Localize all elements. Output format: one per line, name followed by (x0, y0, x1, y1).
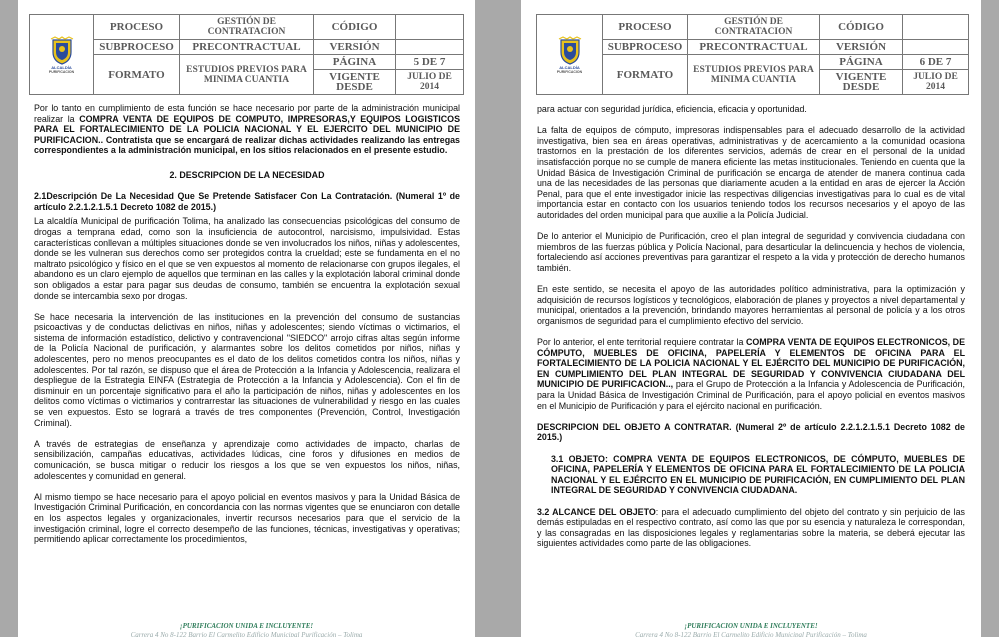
paragraph: A través de estrategias de enseñanza y aprendizaje como actividades de impacto, charlas de sensibilización, campañas educativas, actividades lúdicas, cine foros y difusiones en medios de comunicación, se busca mitigar o reducir los riesgos a los que se ven expuestos los niños, niñas, adolescentes y comunidad en general. (34, 438, 460, 481)
section-title: 2. DESCRIPCION DE LA NECESIDAD (169, 169, 325, 180)
proceso-label: PROCESO (94, 15, 180, 40)
page-number: 6 DE 7 (903, 55, 969, 70)
version-value (903, 40, 969, 55)
formato-value: ESTUDIOS PREVIOS PARA MINIMA CUANTIA (688, 55, 820, 95)
proceso-label: PROCESO (603, 15, 688, 40)
logo-text: ALCALDÍA (559, 64, 580, 70)
version-value (396, 40, 464, 55)
document-header-table (536, 14, 969, 95)
version-label: VERSIÓN (314, 40, 396, 55)
paragraph: Al mismo tiempo se hace necesario para el apoyo policial en eventos masivos y para la Unidad Básica de Investigación Criminal Purificación, en concordancia con las normas vigentes que se enunciaron con detalle en los aspectos legales y organizacionales, invertir recursos necesarios para que el servicio de la investigación criminal, logre el correcto desempeño de las funciones, técnicas, investigativas y operativas; permitiendo aplicar correctamente los procedimientos, (34, 491, 460, 545)
subproceso-value: PRECONTRACTUAL (180, 40, 314, 55)
vigente-value: JULIO DE 2014 (903, 70, 969, 95)
proceso-value: GESTIÓN DE CONTRATACION (180, 15, 314, 40)
objeto-section: 3.1 OBJETO: COMPRA VENTA DE EQUIPOS ELECTRONICOS, DE CÓMPUTO, MUEBLES DE OFICINA, PAPELERÍA Y ELEMENTOS DE OFICINA PARA EL FORTALECIMIENTO DE LA POLICIA NACIONAL Y EL EJÉRCITO EN EL MUNICIPIO DE PURIFICACIÓN, EN CUMPLIMIENTO DEL PLAN INTEGRAL DE SEGURIDAD Y CONVIVENCIA CIUDADANA. (551, 453, 966, 496)
document-page-right (521, 0, 981, 637)
document-body (34, 103, 460, 555)
codigo-label: CÓDIGO (820, 15, 903, 40)
paragraph: para actuar con seguridad jurídica, eficiencia, eficacia y oportunidad. (537, 104, 807, 114)
paragraph: La falta de equipos de cómputo, impresoras indispensables para el adecuado desarrollo de la actividad investigativa, bien sea en áreas operativas, administrativas y de acercamiento a la comunidad ocasiona trastornos en la prestación de los diferentes servicios, además de crear en el personal de la unidad insatisfacción porque no se cumple de manera eficiente las metas institucionales. Teniendo en cuenta que la Unidad Básica de Investigación Criminal de purificación se encarga de atender de manera continua cada una de las necesidades de las personas que diariamente acuden a la entidad en aras de ejercer la Acción Penal, para que el ente investigador inicie las respectivas diligencias investigativas para lo cual es de vital importancia estar en contacto con los usuarios teniendo todos los recursos necesarios y el apoyo de las autoridades del orden municipal para que auxilie a la Policía Judicial. (537, 125, 965, 220)
paragraph: De lo anterior el Municipio de Purificación, creo el plan integral de seguridad y convivencia ciudadana con miembros de las fuerzas pública y Policía Nacional, para desarticular la delincuencia y hechos de violencia, fortaleciendo así acciones preventivas para garantizar el respeto a la vida y protección de derecho humanos también. (537, 231, 965, 273)
codigo-label: CÓDIGO (314, 15, 396, 40)
paragraph: Por lo anterior, el ente territorial requiere contratar la COMPRA VENTA DE EQUIPOS ELECTRONICOS, DE CÓMPUTO, MUEBLES DE OFICINA, PAPELERÍA Y ELEMENTOS DE OFICINA PARA EL FORTALECIMIENTO DE LA POLICIA NACIONAL Y EL EJÉRCITO DEL MUNICIPIO DE PURIFICACIÓN, EN CUMPLIMIENTO DEL PLAN INTEGRAL DE SEGURIDAD Y CONVIVENCIA CIUDADANA DEL MUNICIPIO DE PURIFICACION.., para el Grupo de Protección a la Infancia y Adolescencia de Purificación, para la Unidad Básica de Investigación Criminal de Purificación, para el apoyo policial en eventos masivos en el Municipio de Purificación y para el ejército nacional en purificación. (537, 337, 966, 411)
footer-slogan: ¡PURIFICACION UNIDA E INCLUYENTE! (179, 622, 314, 630)
vigente-label: VIGENTE DESDE (820, 70, 903, 95)
footer-address: Carrera 4 No 8-122 Barrio El Carmelito Edificio Municipal Purificación – Tolima (635, 631, 867, 637)
logo-subtext: PURIFICACION (48, 69, 75, 74)
subsection-title: 2.1Descripción De La Necesidad Que Se Pretende Satisfacer Con La Contratación. (Numeral 1º de artículo 2.2.1.2.1.5.1 Decreto 1082 de 2015.) (34, 191, 460, 212)
objeto-title: DESCRIPCION DEL OBJETO A CONTRATAR. (Numeral 2º de artículo 2.2.1.2.1.5.1 Decreto 1082 de 2015.) (537, 421, 965, 443)
document-body (537, 104, 965, 560)
footer-slogan: ¡PURIFICACION UNIDA E INCLUYENTE! (684, 622, 818, 630)
coat-of-arms-icon (557, 36, 583, 66)
subproceso-value: PRECONTRACTUAL (688, 40, 820, 55)
formato-value: ESTUDIOS PREVIOS PARA MINIMA CUANTIA (180, 55, 314, 95)
formato-label: FORMATO (94, 55, 180, 95)
document-page-left (18, 0, 475, 637)
alcance-section: 3.2 ALCANCE DEL OBJETO: para el adecuado cumplimiento del objeto del contrato y sin perjuicio de las demás estipuladas en el respectivo contrato, así como las que por su esencia y naturaleza le correspondan, y las consagradas en las disposiciones legales y reglamentarias sobre la materia, se deberá ejecutar las siguientes actividades como parte de las obligaciones. (537, 506, 965, 549)
formato-label: FORMATO (603, 55, 688, 95)
logo-cell (30, 15, 94, 95)
subproceso-label: SUBPROCESO (603, 40, 688, 55)
paragraph: La alcaldía Municipal de purificación Tolima, ha analizado las consecuencias psicológicas del consumo de drogas a temprana edad, como son la insuficiencia de autocontrol, narcisismo, impulsividad. Estas características conllevan a múltiples situaciones donde se ven involucrados los niños, niñas y adolescentes, donde se les vulneran sus derechos como ser protegidos contra la crueldad; este se fundamenta en el no maltrato psicológico y físico en el que se ven expuestos al momento de relacionarse con grupos ilegales, el abandono es un claro ejemplo de aquellos que terminan en las calles y la explotación laboral criminal donde son obligados a estar para pagar sus deudas de consumo, también se encuentra la explotación sexual donde se intercambia sexo por drogas. (34, 216, 460, 301)
vigente-label: VIGENTE DESDE (314, 70, 396, 95)
paragraph: En este sentido, se necesita el apoyo de las autoridades político administrativa, para la optimización y adquisición de recursos logísticos y tecnológicos, elaboración de planes y proyectos a nivel departamental y municipal, orientados a la prevención, brindando mayores herramientas al personal de policía y a los otros organismos de seguridad para el cumplimiento efectivo del servicio. (537, 284, 965, 326)
paragraph: Se hace necesaria la intervención de las instituciones en la prevención del consumo de sustancias psicoactivas y de conductas delictivas en niños, niñas y adolescentes; siendo víctimas o victimarios, el sistema de información estadístico, delictivo y contravencional "SIEDCO" arrojo cifras altas según informe de la Policía Nacional de purificación, y alarmantes sobre los delitos cometidos por niños, niñas y adolescentes, pero no menos preocupantes es el dato de los delitos cometidos contra los niños, niñas y adolescentes. Por tal razón, se dispuso que el área de Protección a la Infancia y Adolescencia, realizara el despliegue de la Estrategia EINFA (Estrategia de Protección a la Infancia y Adolescencia). Con el fin de disminuir en un porcentaje significativo para el año la participación de niños, niñas y adolescentes en los delitos como víctimas o victimarios y contrarrestar las situaciones de vulnerabilidad y riesgo en las cuales se ven expuestos. Esto se logrará a través de tres componentes (Prevención, Control, Investigación Criminal). (34, 311, 460, 428)
document-header-table (29, 14, 464, 95)
logo-text: ALCALDÍA (51, 64, 72, 70)
logo-cell (537, 15, 603, 95)
page-number: 5 DE 7 (396, 55, 464, 70)
paragraph: Por lo tanto en cumplimiento de esta función se hace necesario por parte de la administración municipal realizar la COMPRA VENTA DE EQUIPOS DE COMPUTO, IMPRESORAS,Y EQUIPOS LOGISTICOS PARA EL FORTALECIMIENTO DE LA POLICIA NACIONAL Y EL EJERCITO DEL MUNICIPIO DE PURIFICACION.. Contratista que se encargará de realizar dichas actividades realizando las entregas correspondientes a la administración municipal, en los sitios relacionados en el presente estudio. (34, 103, 460, 156)
vigente-value: JULIO DE 2014 (396, 70, 464, 95)
footer-address: Carrera 4 No 8-122 Barrio El Carmelito Edificio Municipal Purificación – Tolima (130, 631, 363, 637)
codigo-value (903, 15, 969, 40)
logo-subtext: PURIFICACION (556, 69, 583, 74)
pagina-label: PÁGINA (820, 55, 903, 70)
version-label: VERSIÓN (820, 40, 903, 55)
pagina-label: PÁGINA (314, 55, 396, 70)
codigo-value (396, 15, 464, 40)
subproceso-label: SUBPROCESO (94, 40, 180, 55)
coat-of-arms-icon (49, 36, 75, 66)
proceso-value: GESTIÓN DE CONTRATACION (688, 15, 820, 40)
